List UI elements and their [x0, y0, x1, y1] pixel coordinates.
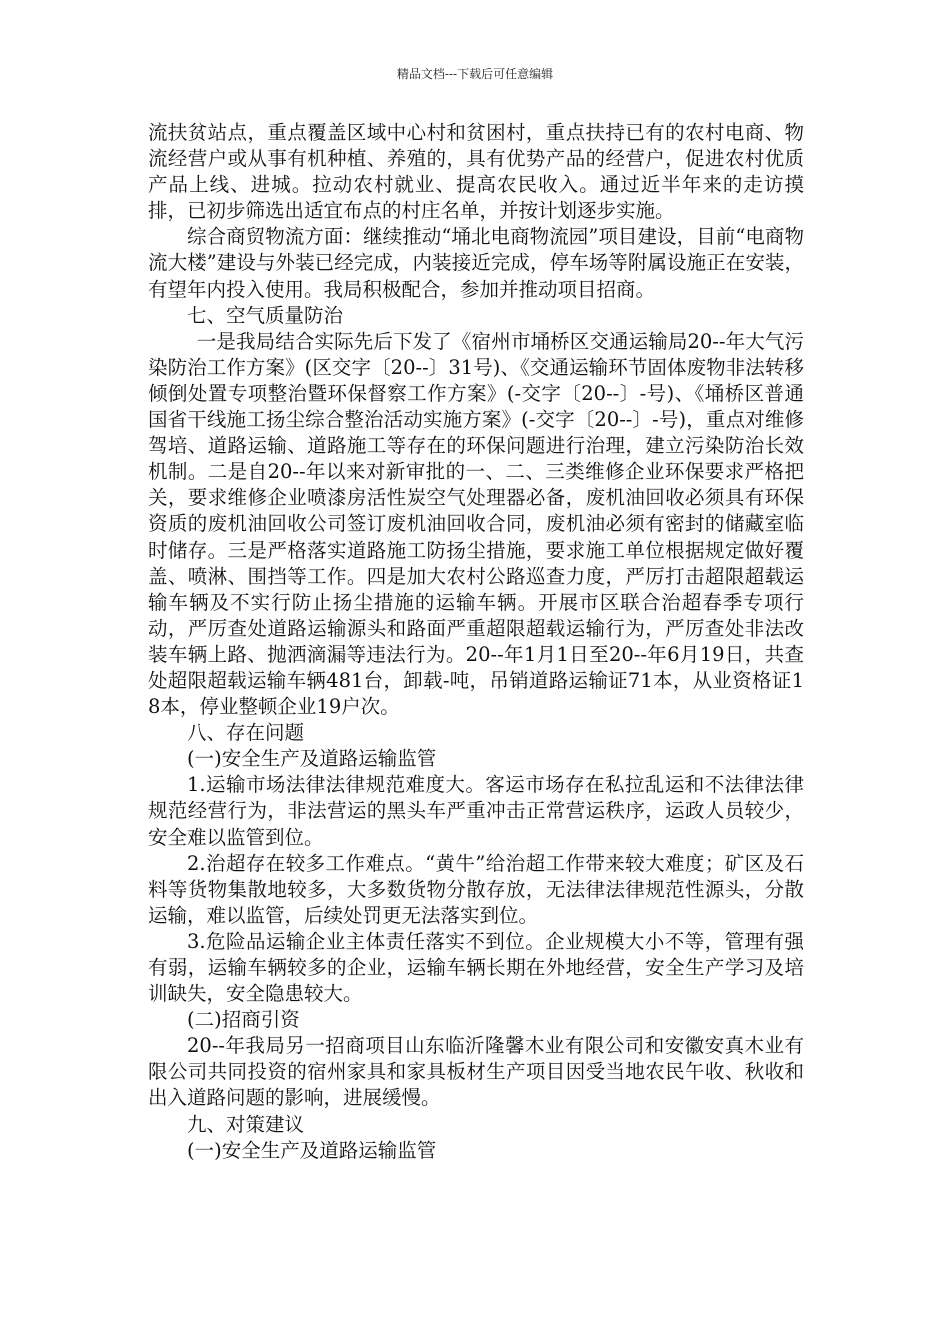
- section-heading-problems: 八、存在问题: [187, 721, 305, 745]
- subheading-investment: (二)招商引资: [187, 1008, 300, 1032]
- paragraph-problem-2: 2.治超存在较多工作难点。“黄牛”给治超工作带来较大难度；矿区及石料等货物集散地较多，大多数货物分散存放，无法律法律规范性源头，分散运输，难以监管，后续处罚更无法落实到位。: [148, 851, 804, 927]
- section-heading-suggestions: 九、对策建议: [187, 1112, 305, 1136]
- paragraph-problem-3: 3.危险品运输企业主体责任落实不到位。企业规模大小不等，管理有强有弱，运输车辆较多的企业，运输车辆长期在外地经营，安全生产学习及培训缺失，安全隐患较大。: [148, 929, 804, 1006]
- document-body: [148, 120, 804, 1164]
- page-header: 精品文档---下载后可任意编辑: [396, 67, 554, 81]
- paragraph-commerce-logistics: 综合商贸物流方面：继续推动“埇北电商物流园”项目建设，目前“电商物流大楼”建设与外装已经完成，内装接近完成，停车场等附属设施正在安装，有望年内投入使用。我局积极配合，参加并推动项目招商。: [148, 225, 804, 301]
- paragraph-problem-1: 1.运输市场法律法律规范难度大。客运市场存在私拉乱运和不法律法律规范经营行为，非法营运的黑头车严重冲击正常营运秩序，运政人员较少，安全难以监管到位。: [148, 773, 804, 849]
- section-heading-air-quality: 七、空气质量防治: [187, 303, 344, 327]
- paragraph-investment: 20--年我局另一招商项目山东临沂隆馨木业有限公司和安徽安真木业有限公司共同投资的宿州家具和家具板材生产项目因受当地农民午收、秋收和出入道路问题的影响，进展缓慢。: [148, 1034, 804, 1110]
- paragraph-air-quality: 一是我局结合实际先后下发了《宿州市埇桥区交通运输局20--年大气污染防治工作方案》(区交字〔20--〕31号)、《交通运输环节固体废物非法转移倾倒处置专项整治暨环保督察工作方案》(-交字〔20--〕-号)、《埇桥区普通国省干线施工扬尘综合整治活动实施方案》(-交字〔20--〕-号)，重点对维修驾培、道路运输、道路施工等存在的环保问题进行治理，建立污染防治长效机制。二是自20--年以来对新审批的一、二、三类维修企业环保要求严格把关，要求维修企业喷漆房活性炭空气处理器必备，废机油回收必须具有环保资质的废机油回收公司签订废机油回收合同，废机油必须有密封的储藏室临时储存。三是严格落实道路施工防扬尘措施，要求施工单位根据规定做好覆盖、喷淋、围挡等工作。四是加大农村公路巡查力度，严厉打击超限超载运输车辆及不实行防止扬尘措施的运输车辆。开展市区联合治超春季专项行动，严厉查处道路运输源头和路面严重超限超载运输行为，严厉查处非法改装车辆上路、抛洒滴漏等违法行为。20--年1月1日至20--年6月19日，共查处超限超载运输车辆481台，卸载-吨，吊销道路运输证71本，从业资格证18本，停业整顿企业19户次。: [148, 329, 804, 719]
- paragraph-rural-logistics: 流扶贫站点，重点覆盖区域中心村和贫困村，重点扶持已有的农村电商、物流经营户或从事有机种植、养殖的，具有优势产品的经营户，促进农村优质产品上线、进城。拉动农村就业、提高农民收入。通过近半年来的走访摸排，已初步筛选出适宜布点的村庄名单，并按计划逐步实施。: [148, 121, 804, 223]
- subheading-safety-supervision-2: (一)安全生产及道路运输监管: [187, 1138, 437, 1162]
- subheading-safety-supervision: (一)安全生产及道路运输监管: [187, 747, 437, 771]
